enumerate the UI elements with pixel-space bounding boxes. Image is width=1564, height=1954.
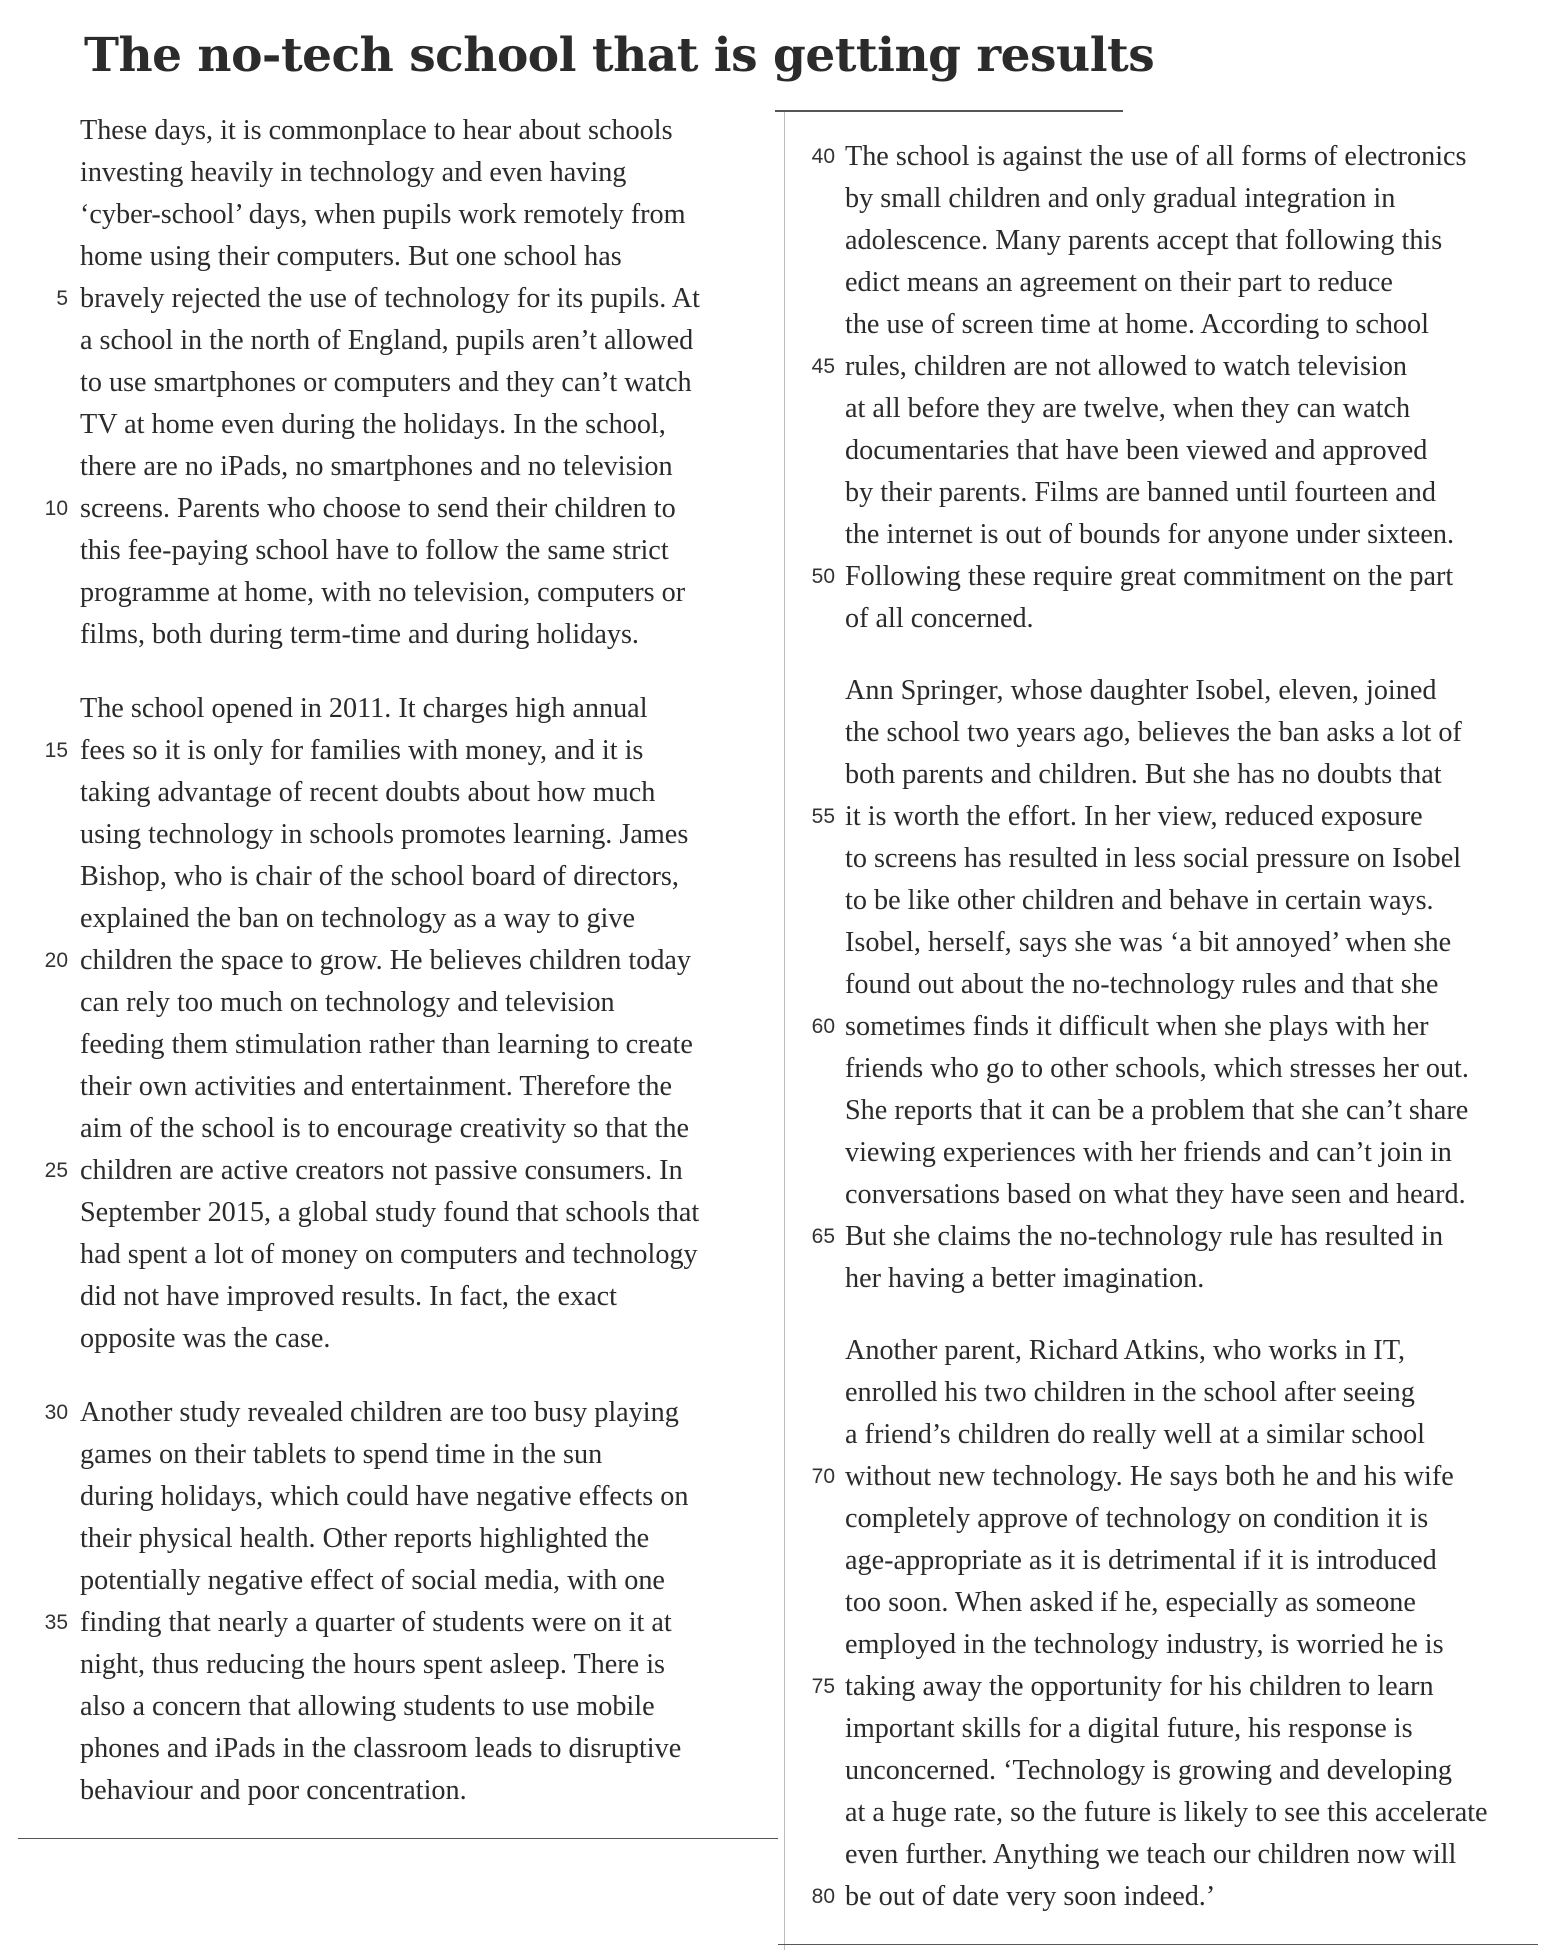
text-line: sometimes finds it difficult when she plays with her [845, 1011, 1429, 1042]
text-line: films, both during term-time and during holidays. [80, 619, 639, 650]
left-column-bottom-rule [18, 1838, 778, 1839]
text-line: did not have improved results. In fact, the exact [80, 1281, 617, 1312]
text-line: also a concern that allowing students to use mobile [80, 1691, 655, 1722]
text-line: age-appropriate as it is detrimental if it is introduced [845, 1545, 1437, 1576]
text-line: children are active creators not passive consumers. In [80, 1155, 683, 1186]
text-line: documentaries that have been viewed and approved [845, 435, 1428, 466]
text-line: Another study revealed children are too busy playing [80, 1397, 679, 1428]
text-line: phones and iPads in the classroom leads to disruptive [80, 1733, 682, 1764]
text-line: viewing experiences with her friends and can’t join in [845, 1137, 1452, 1168]
text-line: programme at home, with no television, computers or [80, 577, 686, 608]
text-line: adolescence. Many parents accept that following this [845, 225, 1443, 256]
line-number: 40 [811, 145, 835, 168]
text-line: bravely rejected the use of technology for its pupils. At [80, 283, 700, 314]
text-line: at all before they are twelve, when they can watch [845, 393, 1411, 424]
text-line: behaviour and poor concentration. [80, 1775, 467, 1806]
text-line: opposite was the case. [80, 1323, 331, 1354]
text-line: These days, it is commonplace to hear about schools [80, 115, 673, 146]
text-line: investing heavily in technology and even having [80, 157, 627, 188]
line-number: 45 [811, 355, 835, 378]
column-divider [784, 112, 785, 1950]
left-column [80, 110, 780, 1830]
text-line: found out about the no-technology rules and that she [845, 969, 1439, 1000]
line-number: 25 [44, 1159, 68, 1182]
text-line: a school in the north of England, pupils aren’t allowed [80, 325, 694, 356]
line-number: 30 [44, 1401, 68, 1424]
text-line: a friend’s children do really well at a similar school [845, 1419, 1426, 1450]
text-line: Ann Springer, whose daughter Isobel, eleven, joined [845, 675, 1437, 706]
line-number: 55 [811, 805, 835, 828]
text-line: completely approve of technology on condition it is [845, 1503, 1429, 1534]
text-line: Another parent, Richard Atkins, who works in IT, [845, 1335, 1405, 1366]
text-line: She reports that it can be a problem that she can’t share [845, 1095, 1469, 1126]
line-number: 20 [44, 949, 68, 972]
text-line: ‘cyber-school’ days, when pupils work remotely from [80, 199, 686, 230]
text-line: But she claims the no-technology rule has resulted in [845, 1221, 1444, 1252]
text-line: children the space to grow. He believes children today [80, 945, 692, 976]
text-line: during holidays, which could have negative effects on [80, 1481, 689, 1512]
text-line: rules, children are not allowed to watch television [845, 351, 1408, 382]
text-line: by their parents. Films are banned until fourteen and [845, 477, 1436, 508]
text-line: TV at home even during the holidays. In the school, [80, 409, 666, 440]
headline: The no-tech school that is getting results [84, 28, 1155, 83]
text-line: screens. Parents who choose to send their children to [80, 493, 676, 524]
text-line: their physical health. Other reports highlighted the [80, 1523, 650, 1554]
line-number: 70 [811, 1465, 835, 1488]
text-line: home using their computers. But one school has [80, 241, 622, 272]
text-line: using technology in schools promotes learning. James [80, 819, 689, 850]
text-line: of all concerned. [845, 603, 1034, 634]
text-line: feeding them stimulation rather than learning to create [80, 1029, 693, 1060]
text-line: enrolled his two children in the school after seeing [845, 1377, 1415, 1408]
text-line: explained the ban on technology as a way to give [80, 903, 635, 934]
text-line: Bishop, who is chair of the school board of directors, [80, 861, 679, 892]
line-number: 60 [811, 1015, 835, 1038]
text-line: their own activities and entertainment. Therefore the [80, 1071, 672, 1102]
right-column-bottom-rule [778, 1944, 1538, 1945]
text-line: unconcerned. ‘Technology is growing and developing [845, 1755, 1453, 1786]
headline-rule [775, 110, 1123, 112]
text-line: her having a better imagination. [845, 1263, 1205, 1294]
line-number: 5 [56, 287, 68, 310]
text-line: there are no iPads, no smartphones and no television [80, 451, 673, 482]
text-line: be out of date very soon indeed.’ [845, 1881, 1216, 1912]
line-number: 15 [44, 739, 68, 762]
line-number: 65 [811, 1225, 835, 1248]
text-line: friends who go to other schools, which stresses her out. [845, 1053, 1469, 1084]
text-line: even further. Anything we teach our children now will [845, 1839, 1457, 1870]
line-number: 75 [811, 1675, 835, 1698]
text-line: finding that nearly a quarter of students were on it at [80, 1607, 672, 1638]
text-line: had spent a lot of money on computers and technology [80, 1239, 698, 1270]
text-line: edict means an agreement on their part to reduce [845, 267, 1393, 298]
text-line: Following these require great commitment on the part [845, 561, 1454, 592]
text-line: both parents and children. But she has no doubts that [845, 759, 1442, 790]
text-line: important skills for a digital future, his response is [845, 1713, 1413, 1744]
text-line: it is worth the effort. In her view, reduced exposure [845, 801, 1423, 832]
line-number: 10 [44, 497, 68, 520]
text-line: this fee-paying school have to follow the same strict [80, 535, 669, 566]
text-line: taking away the opportunity for his children to learn [845, 1671, 1434, 1702]
text-line: the use of screen time at home. According to school [845, 309, 1429, 340]
text-line: to use smartphones or computers and they can’t watch [80, 367, 692, 398]
text-line: taking advantage of recent doubts about how much [80, 777, 656, 808]
line-number: 35 [44, 1611, 68, 1634]
text-line: the internet is out of bounds for anyone under sixteen. [845, 519, 1455, 550]
text-line: by small children and only gradual integration in [845, 183, 1396, 214]
text-line: to be like other children and behave in certain ways. [845, 885, 1434, 916]
right-column [845, 136, 1545, 1936]
text-line: without new technology. He says both he and his wife [845, 1461, 1454, 1492]
text-line: games on their tablets to spend time in the sun [80, 1439, 603, 1470]
text-line: fees so it is only for families with money, and it is [80, 735, 644, 766]
line-number: 80 [811, 1885, 835, 1908]
line-number: 50 [811, 565, 835, 588]
text-line: night, thus reducing the hours spent asleep. There is [80, 1649, 666, 1680]
text-line: The school is against the use of all forms of electronics [845, 141, 1467, 172]
text-line: September 2015, a global study found that schools that [80, 1197, 700, 1228]
text-line: to screens has resulted in less social pressure on Isobel [845, 843, 1462, 874]
text-line: potentially negative effect of social media, with one [80, 1565, 665, 1596]
text-line: employed in the technology industry, is worried he is [845, 1629, 1444, 1660]
text-line: Isobel, herself, says she was ‘a bit annoyed’ when she [845, 927, 1452, 958]
text-line: The school opened in 2011. It charges high annual [80, 693, 648, 724]
text-line: too soon. When asked if he, especially as someone [845, 1587, 1416, 1618]
text-line: at a huge rate, so the future is likely to see this accelerate [845, 1797, 1488, 1828]
text-line: conversations based on what they have seen and heard. [845, 1179, 1466, 1210]
text-line: the school two years ago, believes the ban asks a lot of [845, 717, 1462, 748]
text-line: aim of the school is to encourage creativity so that the [80, 1113, 689, 1144]
text-line: can rely too much on technology and television [80, 987, 615, 1018]
